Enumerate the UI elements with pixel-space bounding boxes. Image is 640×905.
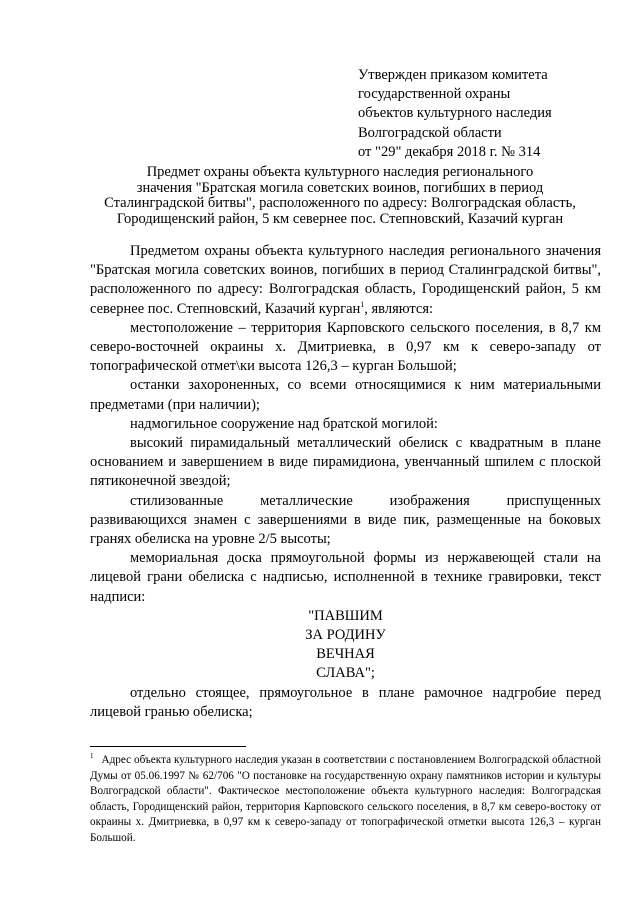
plaque-paragraph: мемориальная доска прямоугольной формы из нержавеющей стали на лицевой грани обелиска с надписью, исполненной в технике гравировки, текст надписи: <box>90 550 601 605</box>
inscription-line: ВЕЧНАЯ <box>316 646 375 663</box>
remains-paragraph: останки захороненных, со всеми относящимися к ним материальными предметами (при наличии); <box>90 377 601 413</box>
approval-line: Утвержден приказом комитета <box>358 67 548 83</box>
tombstone-paragraph: отдельно стоящее, прямоугольное в плане рамочное надгробие перед лицевой гранью обелиска; <box>90 684 601 720</box>
intro-text: Предметом охраны объекта культурного наследия регионального значения "Братская могила советских воинов, погибших в период Сталинградской битвы", расположенного по адресу: Волгоградская область, Городищенский район, 5 км севернее пос. Степновский, Казачий курган <box>90 243 601 317</box>
location-paragraph: местоположение – территория Карповского сельского поселения, в 8,7 км северо-восточней окраины х. Дмитриевка, в 0,97 км к северо-западу от топографической отмет\ки высота 126,3 – курган Большой; <box>90 319 601 375</box>
approval-stamp <box>358 66 618 162</box>
approval-line: государственной охраны <box>358 86 511 103</box>
inscription-line: "ПАВШИМ <box>308 607 383 624</box>
intro-paragraph <box>90 242 601 319</box>
title-line: Предмет охраны объекта культурного наследия регионального <box>146 164 534 180</box>
footnote-ref[interactable]: 1 <box>360 299 365 309</box>
title-line: значения "Братская могила советских воинов, погибших в период <box>136 179 544 196</box>
plaque-inscription <box>90 607 601 684</box>
document-title <box>80 165 600 227</box>
footnote-divider <box>90 746 246 747</box>
title-line: Сталинградской битвы", расположенного по адресу: Волгоградская область, <box>104 195 576 211</box>
approval-line: Волгоградской области <box>358 124 502 141</box>
banners-paragraph: стилизованные металлические изображения приспущенных развивающихся знамен с завершениями в виде пик, размещенные на боковых гранях обелиска на уровне 2/5 высоты; <box>90 492 601 548</box>
approval-date-line: от "29" декабря 2018 г. № 314 <box>358 143 541 160</box>
document-body <box>90 242 601 722</box>
obelisk-paragraph: высокий пирамидальный металлический обелиск с квадратным в плане основанием и завершением в виде пирамидиона, увенчанный шпилем с плоской пятиконечной звездой; <box>90 435 601 490</box>
structure-paragraph: надмогильное сооружение над братской могилой: <box>130 415 438 432</box>
approval-line: объектов культурного наследия <box>358 105 552 122</box>
title-line: Городищенский район, 5 км севернее пос. Степновский, Казачий курган <box>116 210 564 227</box>
inscription-line: СЛАВА"; <box>316 665 375 682</box>
inscription-line: ЗА РОДИНУ <box>305 627 386 644</box>
intro-tail: , являются: <box>364 300 434 317</box>
footnote <box>90 753 601 847</box>
footnote-text: Адрес объекта культурного наследия указан в соответствии с постановлением Волгоградской областной Думы от 05.06.1997 № 62/706 "О постановке на государственную охрану памятников истории и культуры Волгоградской области". Фактическое местоположение объекта культурного наследия: Волгоградская область, Городищенский район, территория Карповского сельского поселения, в 8,7 км северо-востоку от окраины х. Дмитриевка, в 0,97 км к северо-западу от топографической отметки высота 126,3 – курган Большой. <box>90 754 601 844</box>
footnote-marker: 1 <box>90 752 94 761</box>
